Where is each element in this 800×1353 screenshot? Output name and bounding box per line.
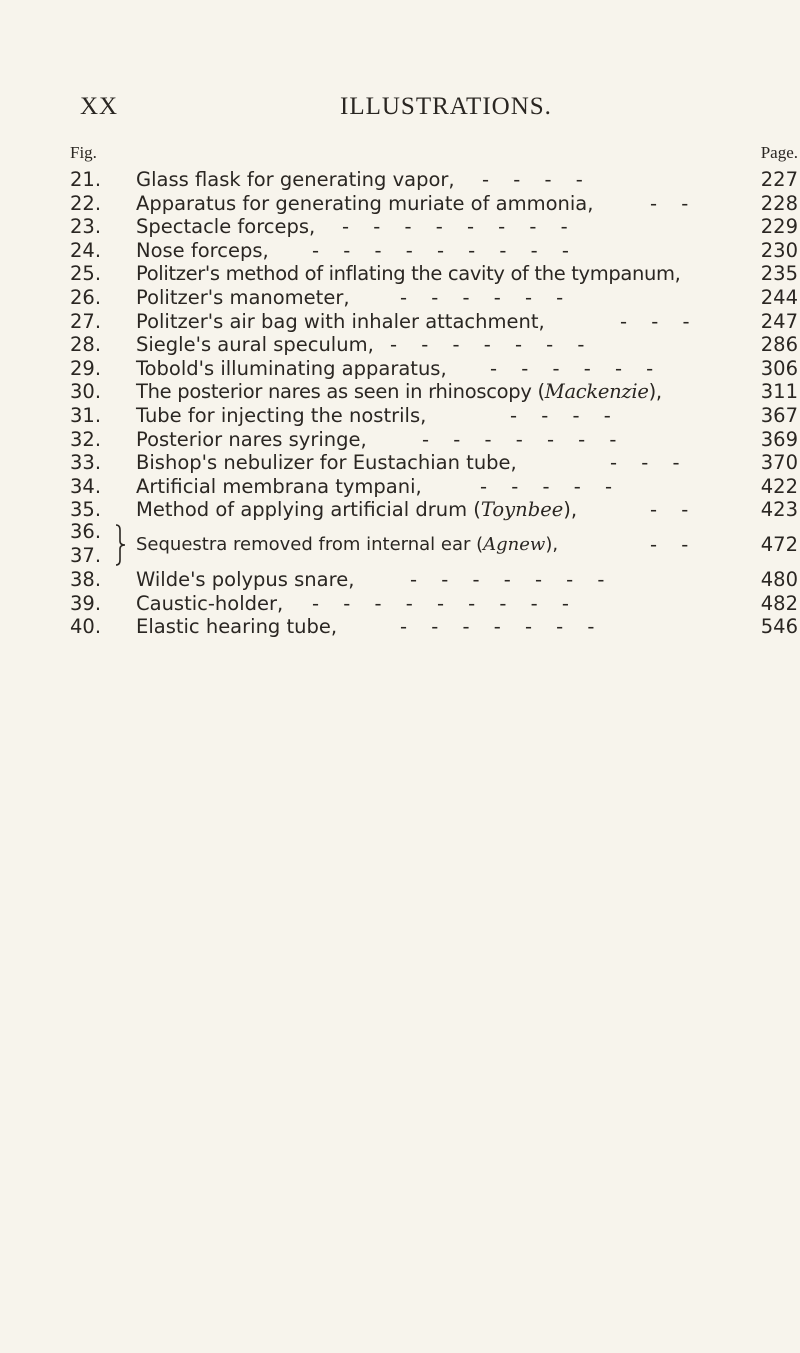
column-headers [70,143,798,165]
page-number: 423 [760,498,798,522]
page-title: ILLUSTRATIONS. [340,93,552,120]
dot-leader: - - - - - [480,474,621,498]
figure-caption: Apparatus for generating muriate of ammonia, [136,191,594,215]
page-number: 306 [760,356,798,380]
figure-number: 33. [70,451,102,475]
figure-number: 23. [70,215,102,239]
dot-leader: - - - [620,309,699,333]
dot-leader: - - - - - - [400,285,573,309]
figure-caption: Nose forceps, [136,238,269,262]
list-item [70,615,798,639]
list-item [70,498,798,522]
figure-caption: Politzer's manometer, [136,285,350,309]
figure-number: 28. [70,333,102,357]
dot-leader: - - - [610,451,689,475]
brace-icon [115,524,127,566]
figure-caption [136,498,577,522]
dot-leader: - - - - [482,168,592,191]
list-item [70,262,798,286]
page-folio: XX [80,93,119,120]
list-item [70,568,798,592]
list-item [70,380,798,404]
page-number: 286 [760,333,798,357]
page-number: 480 [760,567,798,591]
figure-caption: Spectacle forceps, [136,215,316,239]
dot-leader: - - - - - - - [410,567,614,591]
dot-leader: - - [650,498,698,522]
caption-text: ), [563,498,578,522]
figure-caption: Caustic-holder, [136,591,284,615]
figure-number: 25. [70,262,102,286]
caption-author: Mackenzie [544,380,649,404]
caption-text: ), [648,380,662,404]
illustrations-list [70,168,798,639]
figure-caption: Siegle's aural speculum, [136,333,374,357]
page-number: 235 [760,262,798,286]
list-item [70,475,798,499]
figure-caption: Politzer's method of inflating the cavity of the tympanum, [136,262,681,286]
dot-leader: - - [650,191,698,215]
figure-number: 26. [70,285,102,309]
running-head [0,93,800,123]
dot-leader: - - [650,532,698,556]
list-item [70,215,798,239]
dot-leader: - - - - [510,403,620,427]
figure-number: 22. [70,191,102,215]
figure-number: 30. [70,380,102,404]
figure-caption: Artificial membrana tympani, [136,474,422,498]
list-item [70,192,798,216]
figure-caption: Elastic hearing tube, [136,615,338,639]
page-number: 244 [760,285,798,309]
dot-leader: - - - - - - - - - [312,591,578,615]
figure-number: 38. [70,567,102,591]
figure-number: 40. [70,615,102,639]
list-item [70,357,798,381]
figure-number: 36. [70,519,102,543]
caption-author: Toynbee [480,498,564,522]
list-item [70,404,798,428]
figure-caption: Tobold's illuminating apparatus, [136,356,447,380]
figure-number: 29. [70,356,102,380]
figure-number: 21. [70,168,102,191]
page-column-header: Page. [760,143,798,162]
dot-leader: - - - - - - - [400,615,604,639]
figure-number: 34. [70,474,102,498]
figure-number: 27. [70,309,102,333]
figure-number: 32. [70,427,102,451]
dot-leader: - - - - - - - [422,427,626,451]
page-number: 367 [760,403,798,427]
figure-caption: Politzer's air bag with inhaler attachment, [136,309,545,333]
page-number: 227 [760,168,798,191]
dot-leader: - - - - - - - - - [312,238,578,262]
figure-caption: Glass flask for generating vapor, [136,168,455,191]
figure-caption [136,380,662,404]
figure-number: 39. [70,591,102,615]
figure-caption: Posterior nares syringe, [136,427,367,451]
figure-number: 35. [70,498,102,522]
figure-number: 24. [70,238,102,262]
dot-leader: - - - - - - - - [342,215,577,239]
figure-caption [136,533,558,557]
page-number: 228 [760,191,798,215]
page-number: 230 [760,238,798,262]
figure-caption: Wilde's polypus snare, [136,567,355,591]
list-item [70,428,798,452]
list-item [70,310,798,334]
dot-leader: - - - - - - [490,356,663,380]
page-number: 229 [760,215,798,239]
page-number: 247 [760,309,798,333]
caption-text: The posterior nares as seen in rhinoscopy ( [136,380,545,404]
dot-leader: - - - - - - - [390,333,594,357]
list-item [70,451,798,475]
figure-number: 37. [70,543,102,567]
page-number: 472 [760,532,798,556]
figure-caption: Tube for injecting the nostrils, [136,403,427,427]
page-number: 370 [760,451,798,475]
page-number: 369 [760,427,798,451]
caption-text: Sequestra removed from internal ear ( [136,533,484,555]
caption-text: Method of applying artificial drum ( [136,498,481,522]
page-number: 311 [760,380,798,404]
fig-column-header: Fig. [70,143,97,162]
page-number: 482 [760,591,798,615]
page-number: 546 [760,615,798,639]
figure-caption: Bishop's nebulizer for Eustachian tube, [136,451,517,475]
list-item [70,592,798,616]
figure-number: 31. [70,403,102,427]
caption-text: ), [545,533,559,555]
page-number: 422 [760,474,798,498]
list-item [70,333,798,357]
list-item [70,286,798,310]
caption-author: Agnew [483,533,546,555]
list-item-grouped [70,519,798,568]
list-item [70,239,798,263]
list-item [70,168,798,192]
